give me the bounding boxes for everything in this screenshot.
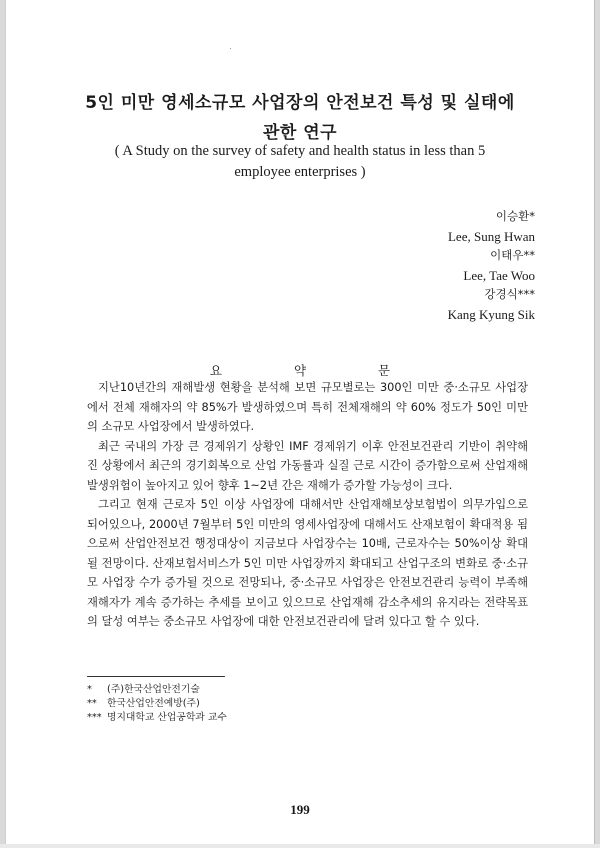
footnote-1-mark: * [87, 684, 92, 695]
footnote-divider [87, 676, 225, 677]
footnotes [87, 683, 227, 725]
author-3-korean: 강경식*** [484, 287, 535, 301]
footnote-2-mark: ** [87, 698, 97, 709]
footnote-1-text: (주)한국산업안전기술 [107, 684, 200, 695]
paper-page [6, 0, 594, 844]
abstract-paragraph-3: 그리고 현재 근로자 5인 이상 사업장에 대해서만 산업재해보상보험법이 의무가입으로 되어있으나, 2000년 7월부터 5인 미만의 영세사업장에 대해서도 산재보험이 확대적용 됨으로써 산업안전보건 행정대상이 지금보다 사업장수는 10배, 근로자수는 50%이상 확대될 전망이다. 산재보험서비스가 5인 미만 사업장까지 확대되고 산업구조의 변화로 중·소규모 사업장 수가 증가될 것으로 전망되나, 중·소규모 사업장은 안전보건관리 능력이 부족해 재해자가 계속 증가하는 추세를 보이고 있으므로 산업재해 감소추세의 유지라는 전략목표의 달성 여부는 중소규모 사업장에 대한 안전보건관리에 달려 있다고 할 수 있다. [87, 498, 528, 628]
title-korean-line2: 관한 연구 [262, 123, 338, 143]
abstract-paragraph-2: 최근 국내의 가장 큰 경제위기 상황인 IMF 경제위기 이후 안전보건관리 기반이 취약해진 상황에서 최근의 경기회복으로 산업 가동률과 실질 근로 시간이 증가함으로써 산업재해 발생위험이 높아지고 있어 향후 1~2년 간은 재해가 증가할 가능성이 크다. [87, 439, 528, 492]
footnote-3 [87, 711, 227, 725]
author-block [448, 207, 535, 324]
scan-speck [230, 48, 231, 49]
footnote-3-mark: *** [87, 712, 102, 723]
abstract-body [87, 378, 528, 632]
footnote-1 [87, 683, 227, 697]
footnote-2 [87, 697, 227, 711]
page-number: 199 [290, 802, 310, 817]
title-korean-line1: 5인 미만 영세소규모 사업장의 안전보건 특성 및 실태에 [85, 93, 515, 113]
author-2-korean: 이태우** [490, 248, 535, 262]
author-1-korean: 이승환* [495, 209, 535, 223]
author-3-english: Kang Kyung Sik [447, 306, 535, 322]
footnote-3-text: 명지대학교 산업공학과 교수 [107, 712, 227, 723]
page-bottom-edge [0, 844, 600, 848]
title-english-line1: ( A Study on the survey of safety and health status in less than 5 [114, 143, 486, 159]
title-english-line2: employee enterprises ) [234, 164, 366, 180]
author-2-english: Lee, Tae Woo [463, 267, 535, 283]
author-1-english: Lee, Sung Hwan [447, 228, 535, 244]
footnote-2-text: 한국산업안전예방(주) [107, 698, 200, 709]
abstract-heading: 요 약 문 [209, 363, 425, 378]
abstract-paragraph-1: 지난10년간의 재해발생 현황을 분석해 보면 규모별로는 300인 미만 중·소규모 사업장에서 전체 재해자의 약 85%가 발생하였으며 특히 전체재해의 약 60% 정도가 50인 미만의 소규모 사업장에서 발생하였다. [87, 381, 528, 433]
